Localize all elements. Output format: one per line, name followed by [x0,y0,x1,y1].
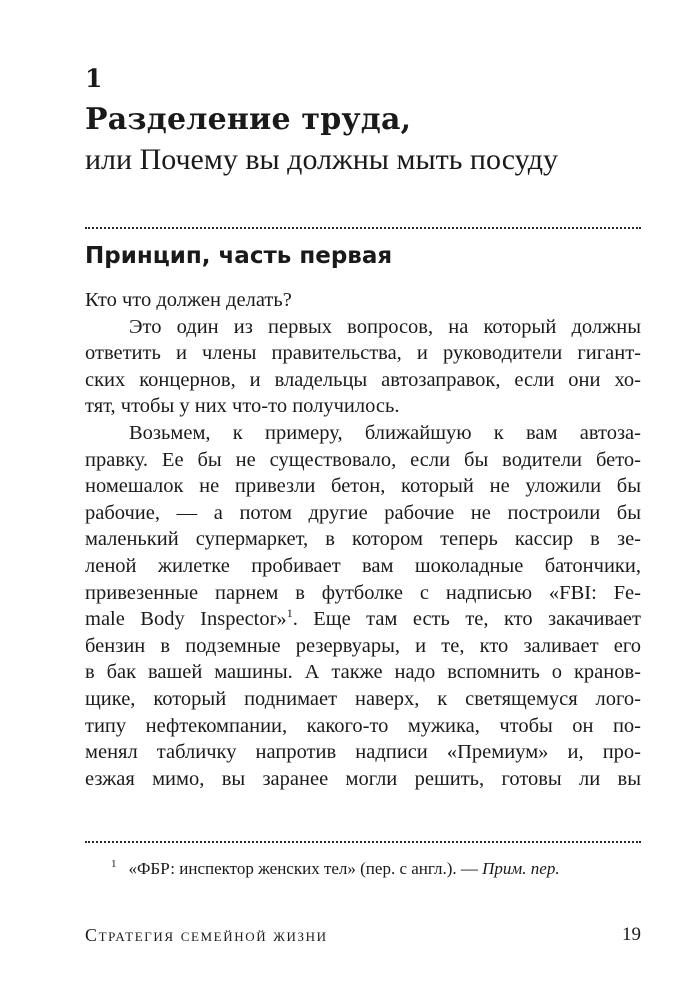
footnote [111,858,641,880]
footnote-marker: 1 [111,858,117,871]
body-line: менял табличку напротив надписи «Премиум» и, про- [85,741,641,764]
footnote-divider [85,841,641,843]
section-divider [85,227,641,229]
body-line: Это один из первых вопросов, на который должны [129,315,641,338]
body-line: бензин в подземные резервуары, и те, кто заливает его [85,634,641,657]
footnote-reference[interactable]: 1 [286,606,293,621]
body-line: тят, чтобы у них что-то получилось. [85,395,400,418]
body-line-with-footnote [85,606,641,633]
chapter-title: Разделение труда, [85,102,412,137]
body-line: в бак вашей машины. А также надо вспомнить о кранов- [85,661,641,684]
chapter-number: 1 [85,64,103,93]
body-line-part: . Еще там есть те, кто закачивает [292,608,641,631]
body-line: ответить и члены правительства, и руководители гигант- [85,342,641,365]
footnote-note: Прим. пер. [482,859,560,878]
body-line: щике, который поднимает наверх, к светящемуся лого- [85,687,641,710]
body-line: леной жилетке пробивает вам шоколадные батончики, [85,554,641,577]
body-line: рабочие, — а потом другие рабочие не построили бы [85,501,641,524]
body-line: езжая мимо, вы заранее могли решить, готовы ли вы [85,767,641,790]
body-line: маленький супермаркет, в котором теперь кассир в зе- [85,528,641,551]
body-line: правку. Ее бы не существовало, если бы водители бето- [85,448,641,471]
body-line: номешалок не привезли бетон, который не уложили бы [85,475,641,498]
section-heading: Принцип, часть первая [85,243,393,269]
body-line: ских концернов, и владельцы автозаправок, если они хо- [85,368,641,391]
footnote-text: «ФБР: инспектор женских тел» (пер. с англ.). — [128,859,483,878]
body-line: типу нефтекомпании, какого-то мужика, чтобы он по- [85,714,641,737]
book-page [85,0,641,1000]
body-text [85,287,641,792]
body-line-part: male Body Inspector» [85,608,287,631]
page-number: 19 [622,924,641,945]
body-line: привезенные парнем в футболке с надписью «FBI: Fe- [85,581,641,604]
body-line: Кто что должен делать? [85,289,292,311]
chapter-subtitle: или Почему вы должны мыть посуду [85,143,558,176]
body-line: Возьмем, к примеру, ближайшую к вам автоза- [129,421,641,444]
running-title: Стратегия семейной жизни [85,925,328,945]
